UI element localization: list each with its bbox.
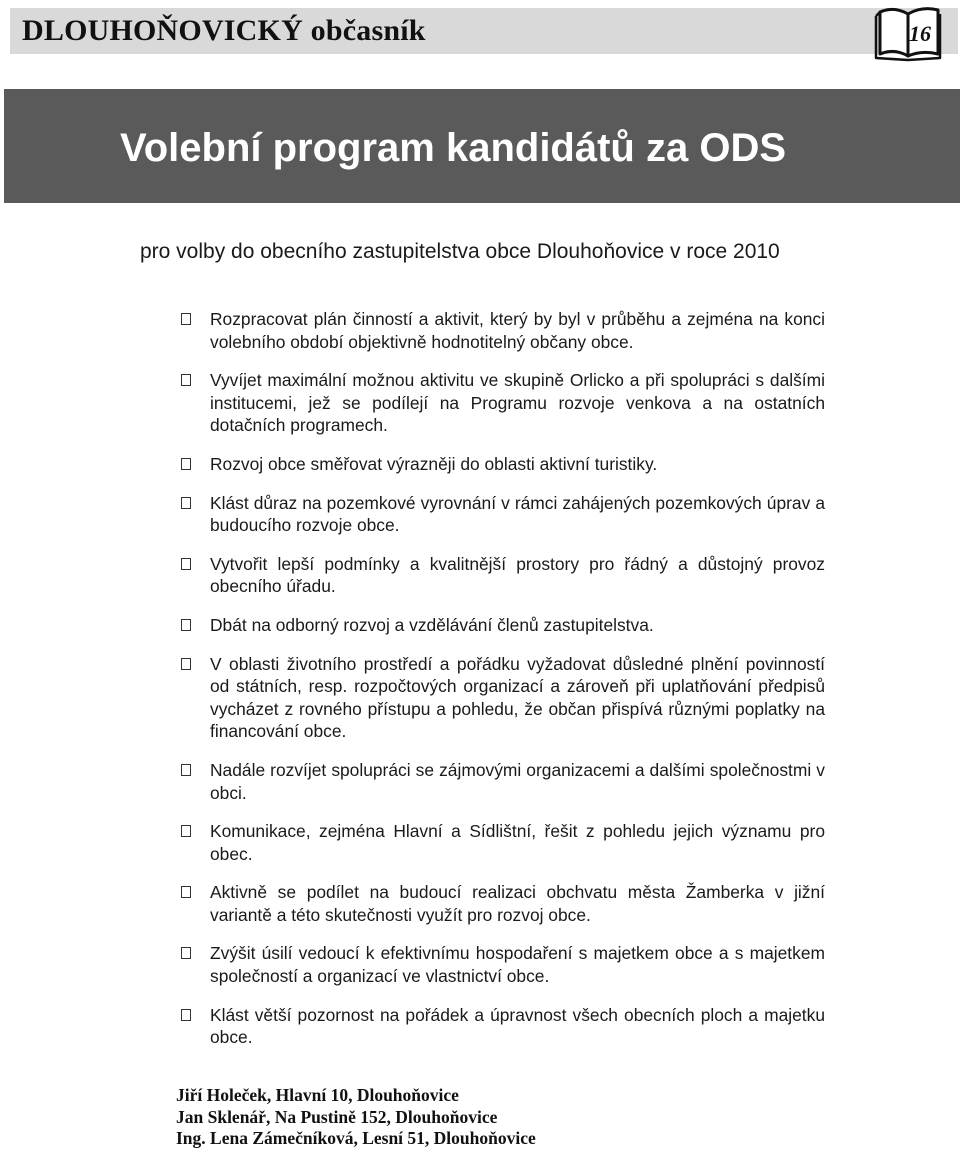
bullet-box-icon: [181, 886, 191, 898]
program-list: [180, 308, 825, 1065]
bullet-box-icon: [181, 619, 191, 631]
program-item: Zvýšit úsilí vedoucí k efektivnímu hospodaření s majetkem obce a s majetkem společností a organizací ve vlastnictví obce.: [180, 942, 825, 987]
program-item: Komunikace, zejména Hlavní a Sídlištní, řešit z pohledu jejich významu pro obec.: [180, 820, 825, 865]
bullet-box-icon: [181, 313, 191, 325]
candidate-line: Jan Sklenář, Na Pustině 152, Dlouhoňovice: [176, 1106, 498, 1127]
bullet-box-icon: [181, 764, 191, 776]
program-item: V oblasti životního prostředí a pořádku vyžadovat důsledné plnění povinností od státních, resp. rozpočtových organizací a zároveň při uplatňování předpisů vycházet z rovného přístupu a pohledu, že občan přispívá různými poplatky na financování obce.: [180, 653, 825, 743]
page-number: 16: [909, 21, 931, 46]
candidate-line: Jiří Holeček, Hlavní 10, Dlouhoňovice: [176, 1085, 459, 1105]
program-item: Nadále rozvíjet spolupráci se zájmovými organizacemi a dalšími společnostmi v obci.: [180, 759, 825, 804]
bullet-box-icon: [181, 374, 191, 386]
program-item: Dbát na odborný rozvoj a vzdělávání členů zastupitelstva.: [180, 614, 825, 637]
bullet-box-icon: [181, 458, 191, 470]
program-item: Klást důraz na pozemkové vyrovnání v rámci zahájených pozemkových úprav a budoucího rozvoje obce.: [180, 492, 825, 537]
candidate-list: [176, 1085, 736, 1150]
program-item: Klást větší pozornost na pořádek a úpravnost všech obecních ploch a majetku obce.: [180, 1004, 825, 1049]
bullet-box-icon: [181, 497, 191, 509]
program-item: Vyvíjet maximální možnou aktivitu ve skupině Orlicko a při spolupráci s dalšími institucemi, jež se podílejí na Programu rozvoje venkova a na ostatních dotačních programech.: [180, 369, 825, 437]
article-title: Volební program kandidátů za ODS: [120, 126, 787, 170]
bullet-box-icon: [181, 825, 191, 837]
program-item: Aktivně se podílet na budoucí realizaci obchvatu města Žamberka v jižní variantě a této skutečnosti využít pro rozvoj obce.: [180, 881, 825, 926]
bullet-box-icon: [181, 658, 191, 670]
article-subtitle: pro volby do obecního zastupitelstva obce Dlouhoňovice v roce 2010: [140, 240, 780, 263]
bullet-box-icon: [181, 558, 191, 570]
bullet-box-icon: [181, 947, 191, 959]
program-item: Vytvořit lepší podmínky a kvalitnější prostory pro řádný a důstojný provoz obecního úřadu.: [180, 553, 825, 598]
program-item: Rozvoj obce směřovat výrazněji do oblasti aktivní turistiky.: [180, 453, 825, 476]
newsletter-title: DLOUHOŇOVICKÝ občasník: [22, 14, 426, 47]
candidate-line: Ing. Lena Zámečníková, Lesní 51, Dlouhoňovice: [176, 1128, 536, 1148]
bullet-box-icon: [181, 1009, 191, 1021]
program-item: Rozpracovat plán činností a aktivit, který by byl v průběhu a zejména na konci volebního období objektivně hodnotitelný občany obce.: [180, 308, 825, 353]
